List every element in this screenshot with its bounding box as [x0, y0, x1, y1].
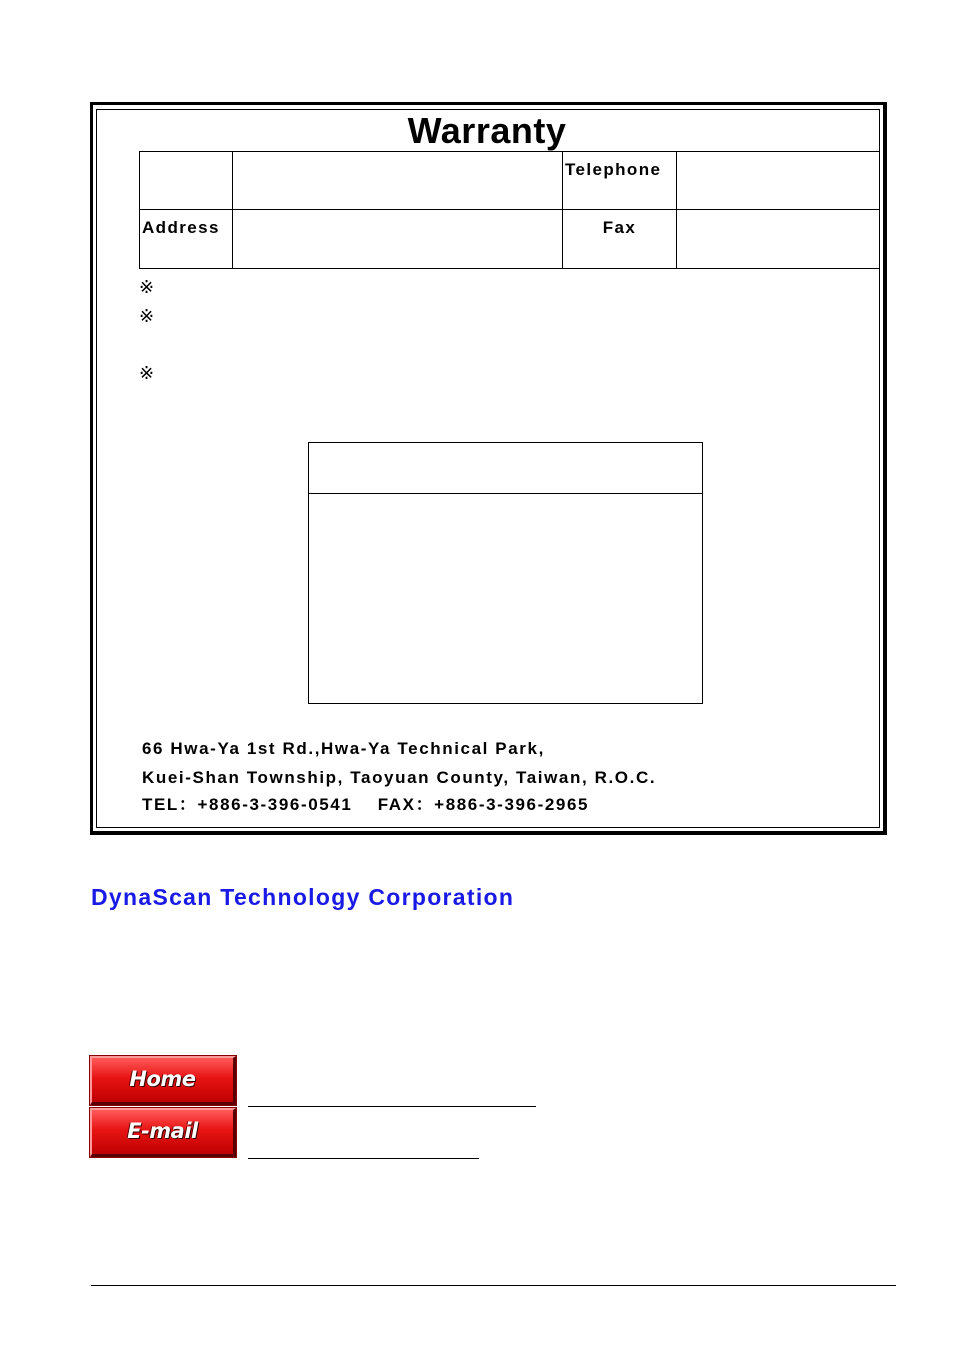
telephone-label-cell: Telephone	[563, 152, 677, 210]
home-link-underline[interactable]	[248, 1106, 536, 1107]
fax-label-cell: Fax	[563, 210, 677, 269]
note-mark-1: ※	[139, 277, 155, 297]
home-button[interactable]: Home	[90, 1056, 236, 1105]
customer-info-table	[139, 151, 880, 269]
footer-divider	[91, 1285, 896, 1286]
telephone-value-cell[interactable]	[677, 152, 880, 210]
email-link-underline[interactable]	[248, 1158, 479, 1159]
note-mark-2: ※	[139, 306, 155, 326]
stamp-box-divider	[309, 493, 702, 494]
fax-value-cell[interactable]	[677, 210, 880, 269]
table-row	[140, 152, 880, 210]
note-mark-3: ※	[139, 363, 155, 383]
table-row	[140, 210, 880, 269]
dealer-stamp-box	[308, 442, 703, 704]
company-address-line-1: 66 Hwa-Ya 1st Rd.,Hwa-Ya Technical Park,	[142, 739, 545, 758]
name-value-cell[interactable]	[233, 152, 563, 210]
name-label-cell	[140, 152, 233, 210]
address-value-cell[interactable]	[233, 210, 563, 269]
warranty-title: Warranty	[407, 110, 567, 151]
company-address-line-2: Kuei-Shan Township, Taoyuan County, Taiwan, R.O.C.	[142, 768, 657, 787]
email-button[interactable]: E-mail	[90, 1108, 236, 1157]
company-name: DynaScan Technology Corporation	[91, 884, 515, 910]
address-label-cell: Address	[140, 210, 233, 269]
company-contact-line: TEL：+886-3-396-0541 FAX：+886-3-396-2965	[142, 795, 590, 814]
